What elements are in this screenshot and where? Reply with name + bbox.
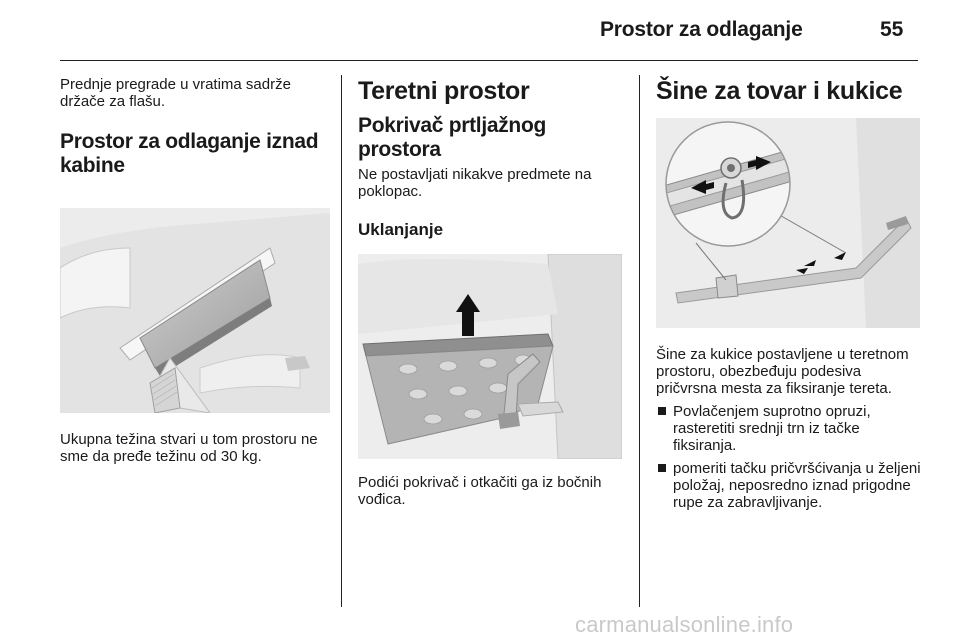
weight-limit-text: Ukupna težina stvari u tom prostoru ne sme da pređe težinu od 30 kg. — [60, 431, 318, 465]
bullet-square-icon — [658, 407, 666, 415]
no-objects-warning: Ne postavljati nikakve predmete na poklopac. — [358, 166, 592, 200]
instruction-text: Povlačenjem suprotno opruzi, rasteretiti srednji trn iz tačke fiksiranja. — [673, 403, 871, 454]
rails-description: Šine za kukice postavljene u teretnom prostoru, obezbeđuju podesiva pričvrsna mesta za fiksiranje tereta. — [656, 346, 909, 397]
column-divider-1 — [341, 75, 342, 607]
cargo-space-heading: Teretni prostor — [358, 77, 530, 105]
overhead-storage-illustration — [60, 208, 330, 413]
instruction-list — [656, 403, 924, 511]
header-divider — [60, 60, 918, 61]
bullet-square-icon — [658, 464, 666, 472]
lift-cover-text: Podići pokrivač i otkačiti ga iz bočnih vođica. — [358, 474, 602, 508]
column-3 — [656, 76, 924, 511]
watermark: carmanualsonline.info — [575, 612, 794, 637]
page-number: 55 — [880, 18, 904, 41]
rails-and-hooks-illustration — [656, 118, 920, 328]
bottle-holder-text: Prednje pregrade u vratima sadrže držače za flašu. — [60, 76, 291, 110]
instruction-item — [656, 403, 924, 454]
luggage-cover-heading: Pokrivač prtljažnog prostora — [358, 114, 547, 161]
column-divider-2 — [639, 75, 640, 607]
column-2 — [358, 76, 628, 508]
column-1 — [60, 76, 330, 465]
overhead-storage-heading: Prostor za odlaganje iznad kabine — [60, 130, 319, 177]
instruction-text: pomeriti tačku pričvršćivanja u željeni položaj, neposredno iznad prigodne rupe za zabravljivanje. — [673, 460, 921, 511]
removal-heading: Uklanjanje — [358, 220, 444, 239]
cover-removal-illustration — [358, 254, 622, 459]
rails-and-hooks-heading: Šine za tovar i kukice — [656, 77, 903, 105]
instruction-item — [656, 460, 924, 511]
page-header-title: Prostor za odlaganje — [600, 18, 803, 41]
